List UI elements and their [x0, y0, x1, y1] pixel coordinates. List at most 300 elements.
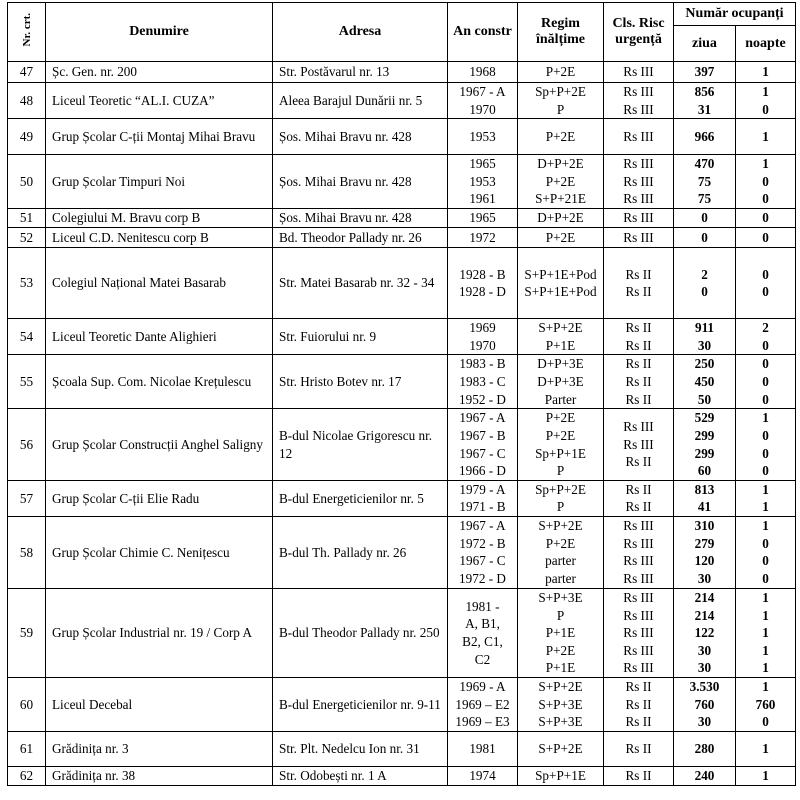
cell-denumire: Șc. Gen. nr. 200 [46, 62, 273, 83]
header-an: An constr [448, 3, 518, 62]
cell-regim-line: P+2E [545, 64, 576, 80]
cell-nr: 60 [8, 677, 46, 731]
cell-noaptea-line: 1 [762, 156, 769, 172]
cell-noaptea-line: 0 [762, 391, 769, 407]
table-header [8, 3, 796, 62]
cell-an-line: A, B1, [465, 616, 500, 632]
cell-noaptea-line: 1 [762, 679, 769, 695]
cell-an [448, 62, 518, 83]
header-denumire: Denumire [46, 3, 273, 62]
cell-noaptea [736, 480, 796, 516]
cell-regim-line: P+2E [545, 128, 576, 144]
cell-cls-line: Rs II [625, 337, 652, 353]
cell-regim-line: P+2E [545, 229, 576, 245]
cell-regim-line: Parter [544, 391, 577, 407]
cell-cls-line: Rs II [625, 499, 652, 515]
cell-adresa: Aleea Barajul Dunării nr. 5 [273, 83, 448, 119]
cell-regim [518, 62, 604, 83]
cell-regim-line: S+P+3E [538, 714, 583, 730]
cell-cls-line: Rs III [623, 625, 654, 641]
cell-cls-line: Rs III [623, 607, 654, 623]
cell-regim [518, 516, 604, 588]
cell-cls-line: Rs III [623, 229, 654, 245]
cell-adresa: B-dul Theodor Pallady nr. 250 [273, 588, 448, 677]
cell-ziua-line: 50 [697, 391, 712, 407]
cell-denumire: Grădinița nr. 38 [46, 766, 273, 785]
cell-cls-line: Rs III [623, 173, 654, 189]
cell-regim [518, 155, 604, 209]
cell-an-line: 1965 [469, 210, 496, 226]
cell-noaptea [736, 516, 796, 588]
cell-cls-line: Rs III [623, 553, 654, 569]
cell-an [448, 766, 518, 785]
cell-noaptea [736, 209, 796, 228]
cell-ziua [674, 62, 736, 83]
cell-cls-line: Rs II [625, 266, 652, 282]
table-row [8, 731, 796, 766]
cell-nr: 51 [8, 209, 46, 228]
cell-nr: 49 [8, 119, 46, 155]
cell-ziua-line: 30 [697, 714, 712, 730]
cell-an-line: 1972 [469, 229, 496, 245]
table-row [8, 62, 796, 83]
cell-noaptea-line: 0 [762, 535, 769, 551]
header-adresa: Adresa [273, 3, 448, 62]
cell-cls [604, 83, 674, 119]
cell-denumire: Grup Școlar Chimie C. Nenițescu [46, 516, 273, 588]
cell-an-line: 1981 [469, 741, 496, 757]
cell-an-line: 1983 - B [459, 356, 506, 372]
cell-ziua-line: 60 [697, 463, 712, 479]
cell-ziua-line: 280 [694, 741, 715, 757]
cell-cls-line: Rs II [625, 481, 652, 497]
cell-ziua-line: 75 [697, 191, 712, 207]
cell-an [448, 319, 518, 355]
cell-cls-line: Rs III [623, 156, 654, 172]
cell-an [448, 155, 518, 209]
cell-denumire: Colegiul Național Matei Basarab [46, 248, 273, 319]
cell-cls [604, 588, 674, 677]
cell-noaptea-line: 760 [755, 696, 776, 712]
cell-noaptea-line: 1 [762, 625, 769, 641]
cell-an-line: 1968 [469, 64, 496, 80]
cell-ziua [674, 119, 736, 155]
cell-an-line: 1983 - C [459, 374, 506, 390]
cell-cls-line: Rs II [625, 696, 652, 712]
cell-an-line: 1969 – E3 [455, 714, 510, 730]
cell-cls-line: Rs II [625, 714, 652, 730]
cell-cls [604, 119, 674, 155]
cell-regim-line: S+P+2E [538, 741, 583, 757]
cell-denumire: Grup Școlar Construcții Anghel Saligny [46, 409, 273, 480]
cell-an-line: 1928 - D [459, 284, 506, 300]
table-row [8, 766, 796, 785]
cell-adresa: B-dul Th. Pallady nr. 26 [273, 516, 448, 588]
cell-an-line: 1967 - A [459, 410, 506, 426]
cell-ziua-line: 966 [694, 128, 715, 144]
cell-denumire: Liceul C.D. Nenitescu corp B [46, 228, 273, 248]
cell-nr: 48 [8, 83, 46, 119]
cell-an-line: 1970 [469, 337, 496, 353]
cell-cls-line: Rs II [625, 454, 652, 470]
cell-regim-line: P+1E [545, 337, 576, 353]
cell-regim-line: P+2E [545, 535, 576, 551]
table-row [8, 155, 796, 209]
cell-nr: 52 [8, 228, 46, 248]
cell-denumire: Colegiului M. Bravu corp B [46, 209, 273, 228]
cell-an [448, 516, 518, 588]
cell-an-line: 1953 [469, 128, 496, 144]
cell-cls-line: Rs III [623, 419, 654, 435]
table-row [8, 319, 796, 355]
cell-an [448, 248, 518, 319]
cell-regim-line: S+P+1E+Pod [524, 266, 597, 282]
cell-regim [518, 319, 604, 355]
cell-an-line: 1966 - D [459, 463, 506, 479]
cell-nr: 58 [8, 516, 46, 588]
cell-ziua [674, 248, 736, 319]
cell-regim-line: S+P+2E [538, 320, 583, 336]
cell-nr: 54 [8, 319, 46, 355]
cell-adresa: Șos. Mihai Bravu nr. 428 [273, 209, 448, 228]
cell-noaptea-line: 1 [762, 741, 769, 757]
cell-an [448, 731, 518, 766]
cell-regim-line: S+P+21E [535, 191, 586, 207]
cell-an-line: 1979 - A [459, 481, 506, 497]
cell-ziua-line: 250 [694, 356, 715, 372]
cell-ziua-line: 120 [694, 553, 715, 569]
cell-denumire: Grup Școlar C-ții Elie Radu [46, 480, 273, 516]
cell-noaptea-line: 2 [762, 320, 769, 336]
cell-an-line: 1967 - A [459, 84, 506, 99]
cell-noaptea-line: 0 [762, 191, 769, 207]
cell-cls-line: Rs III [623, 101, 654, 117]
cell-cls-line: Rs II [625, 320, 652, 336]
cell-ziua-line: 470 [694, 156, 715, 172]
cell-cls [604, 731, 674, 766]
table-row [8, 677, 796, 731]
cell-regim-line: S+P+2E [538, 679, 583, 695]
cell-adresa: Str. Matei Basarab nr. 32 - 34 [273, 248, 448, 319]
cell-regim-line: S+P+1E+Pod [524, 284, 597, 300]
cell-an-line: C2 [474, 651, 491, 667]
occupancy-table [7, 2, 796, 786]
cell-regim [518, 228, 604, 248]
cell-adresa: Str. Plt. Nedelcu Ion nr. 31 [273, 731, 448, 766]
cell-regim-line: P+2E [545, 427, 576, 443]
cell-cls [604, 677, 674, 731]
cell-noaptea [736, 319, 796, 355]
cell-ziua-line: 240 [694, 768, 715, 784]
header-regim: Regim înălțime [518, 3, 604, 62]
cell-an-line: 1972 - D [459, 571, 506, 587]
cell-regim-line: S+P+2E [538, 518, 583, 534]
cell-noaptea-line: 1 [762, 642, 769, 658]
cell-adresa: Str. Fuiorului nr. 9 [273, 319, 448, 355]
cell-an-line: 1953 [469, 173, 496, 189]
cell-cls [604, 248, 674, 319]
table-row [8, 83, 796, 119]
cell-adresa: Str. Odobești nr. 1 A [273, 766, 448, 785]
cell-nr: 55 [8, 355, 46, 409]
cell-ziua-line: 0 [701, 210, 708, 226]
cell-ziua-line: 0 [701, 229, 708, 245]
cell-cls-line: Rs III [623, 84, 654, 99]
cell-noaptea [736, 155, 796, 209]
cell-noaptea-line: 0 [762, 445, 769, 461]
cell-ziua-line: 2 [701, 266, 708, 282]
cell-an-line: 1928 - B [459, 266, 506, 282]
cell-regim [518, 83, 604, 119]
cell-ziua-line: 299 [694, 427, 715, 443]
cell-an-line: 1967 - A [459, 518, 506, 534]
cell-noaptea-line: 0 [762, 356, 769, 372]
cell-noaptea-line: 1 [762, 64, 769, 80]
table-row [8, 228, 796, 248]
table-row [8, 409, 796, 480]
table-body [8, 62, 796, 786]
cell-noaptea-line: 1 [762, 768, 769, 784]
cell-noaptea [736, 248, 796, 319]
cell-noaptea [736, 731, 796, 766]
cell-ziua-line: 911 [694, 320, 715, 336]
cell-nr: 47 [8, 62, 46, 83]
cell-regim [518, 209, 604, 228]
cell-an-line: 1970 [469, 101, 496, 117]
cell-noaptea-line: 0 [762, 571, 769, 587]
cell-regim-line: D+P+3E [537, 374, 584, 390]
cell-nr: 61 [8, 731, 46, 766]
cell-cls-line: Rs III [623, 589, 654, 605]
cell-denumire: Grup Școlar Industrial nr. 19 / Corp A [46, 588, 273, 677]
cell-noaptea [736, 409, 796, 480]
cell-adresa: Str. Hristo Botev nr. 17 [273, 355, 448, 409]
cell-cls [604, 228, 674, 248]
cell-cls-line: Rs III [623, 128, 654, 144]
cell-cls-line: Rs III [623, 191, 654, 207]
cell-ziua-line: 30 [697, 337, 712, 353]
cell-ziua [674, 516, 736, 588]
cell-nr: 50 [8, 155, 46, 209]
cell-noaptea [736, 355, 796, 409]
cell-nr: 62 [8, 766, 46, 785]
cell-ziua [674, 677, 736, 731]
cell-cls-line: Rs III [623, 571, 654, 587]
cell-noaptea-line: 0 [762, 284, 769, 300]
cell-cls-line: Rs III [623, 210, 654, 226]
cell-regim-line: P+2E [545, 642, 576, 658]
table-row [8, 209, 796, 228]
cell-denumire: Liceul Decebal [46, 677, 273, 731]
cell-ziua-line: 214 [694, 607, 715, 623]
cell-ziua [674, 228, 736, 248]
cell-adresa: Str. Postăvarul nr. 13 [273, 62, 448, 83]
cell-noaptea [736, 228, 796, 248]
cell-cls-line: Rs II [625, 374, 652, 390]
cell-cls-line: Rs III [623, 535, 654, 551]
table-row [8, 355, 796, 409]
cell-noaptea-line: 1 [762, 84, 769, 99]
cell-regim-line: P+1E [545, 660, 576, 676]
cell-ziua-line: 529 [694, 410, 715, 426]
cell-adresa: Bd. Theodor Pallady nr. 26 [273, 228, 448, 248]
cell-noaptea [736, 62, 796, 83]
cell-noaptea-line: 1 [762, 589, 769, 605]
cell-regim [518, 248, 604, 319]
cell-adresa: B-dul Nicolae Grigorescu nr. 12 [273, 409, 448, 480]
cell-noaptea-line: 0 [762, 173, 769, 189]
cell-an-line: 1967 - B [459, 427, 506, 443]
cell-an-line: 1981 - [465, 598, 500, 614]
cell-ziua [674, 355, 736, 409]
cell-regim-line: Sp+P+1E [535, 768, 586, 784]
cell-regim-line: parter [545, 553, 576, 569]
cell-adresa: B-dul Energeticienilor nr. 5 [273, 480, 448, 516]
cell-cls-line: Rs II [625, 768, 652, 784]
cell-noaptea-line: 1 [762, 607, 769, 623]
cell-noaptea-line: 1 [762, 128, 769, 144]
cell-ziua [674, 83, 736, 119]
cell-cls [604, 480, 674, 516]
header-cls: Cls. Risc urgență [604, 3, 674, 62]
cell-ziua-line: 30 [697, 660, 712, 676]
cell-ziua-line: 310 [694, 518, 715, 534]
cell-an [448, 83, 518, 119]
cell-regim [518, 409, 604, 480]
cell-regim [518, 766, 604, 785]
cell-an-line: 1969 [469, 320, 496, 336]
cell-ziua [674, 209, 736, 228]
cell-noaptea-line: 0 [762, 374, 769, 390]
cell-an-line: 1971 - B [459, 499, 506, 515]
cell-an-line: 1969 – E2 [455, 696, 510, 712]
cell-cls [604, 516, 674, 588]
cell-noaptea-line: 0 [762, 553, 769, 569]
cell-cls [604, 155, 674, 209]
cell-cls-line: Rs II [625, 391, 652, 407]
cell-ziua [674, 409, 736, 480]
cell-ziua [674, 155, 736, 209]
cell-regim-line: P [556, 101, 565, 117]
table-row [8, 588, 796, 677]
cell-ziua-line: 0 [701, 284, 708, 300]
cell-ziua-line: 41 [697, 499, 712, 515]
cell-cls-line: Rs III [623, 64, 654, 80]
cell-ziua-line: 31 [697, 101, 712, 117]
cell-an-line: 1974 [469, 768, 496, 784]
cell-regim-line: D+P+2E [537, 210, 584, 226]
cell-ziua-line: 397 [694, 64, 715, 80]
cell-ziua [674, 766, 736, 785]
cell-nr: 57 [8, 480, 46, 516]
cell-denumire: Liceul Teoretic Dante Alighieri [46, 319, 273, 355]
cell-cls-line: Rs II [625, 679, 652, 695]
cell-regim-line: Sp+P+2E [535, 84, 586, 99]
cell-an-line: 1972 - B [459, 535, 506, 551]
cell-nr: 56 [8, 409, 46, 480]
cell-an [448, 119, 518, 155]
cell-denumire: Grădinița nr. 3 [46, 731, 273, 766]
cell-cls-line: Rs II [625, 356, 652, 372]
cell-ziua-line: 856 [694, 84, 715, 99]
cell-regim-line: Sp+P+2E [535, 481, 586, 497]
cell-regim-line: S+P+3E [538, 696, 583, 712]
table-row [8, 119, 796, 155]
cell-noaptea [736, 588, 796, 677]
cell-an [448, 209, 518, 228]
cell-noaptea-line: 0 [762, 463, 769, 479]
cell-cls [604, 355, 674, 409]
cell-denumire: Grup Școlar Timpuri Noi [46, 155, 273, 209]
cell-ziua [674, 731, 736, 766]
cell-cls [604, 62, 674, 83]
header-nr: Nr. crt. [8, 3, 46, 62]
cell-regim-line: S+P+3E [538, 589, 583, 605]
cell-ziua-line: 813 [694, 481, 715, 497]
cell-noaptea-line: 1 [762, 518, 769, 534]
cell-regim-line: P [556, 607, 565, 623]
cell-regim-line: Sp+P+1E [535, 445, 586, 461]
cell-ziua-line: 760 [694, 696, 715, 712]
cell-ziua-line: 75 [697, 173, 712, 189]
cell-cls [604, 319, 674, 355]
cell-noaptea [736, 677, 796, 731]
cell-an-line: 1965 [469, 156, 496, 172]
cell-cls-line: Rs II [625, 741, 652, 757]
cell-an [448, 228, 518, 248]
cell-regim [518, 731, 604, 766]
cell-noaptea [736, 766, 796, 785]
cell-an [448, 409, 518, 480]
cell-ziua-line: 122 [694, 625, 715, 641]
cell-ziua-line: 30 [697, 642, 712, 658]
cell-regim [518, 677, 604, 731]
cell-noaptea-line: 0 [762, 101, 769, 117]
cell-regim-line: P+2E [545, 173, 576, 189]
cell-regim [518, 119, 604, 155]
table-row [8, 516, 796, 588]
cell-regim-line: P+2E [545, 410, 576, 426]
cell-cls-line: Rs III [623, 660, 654, 676]
cell-ziua-line: 279 [694, 535, 715, 551]
cell-ziua-line: 3.530 [689, 679, 720, 695]
cell-noaptea [736, 119, 796, 155]
cell-regim [518, 480, 604, 516]
cell-noaptea-line: 1 [762, 499, 769, 515]
cell-noaptea-line: 0 [762, 714, 769, 730]
cell-noaptea-line: 0 [762, 337, 769, 353]
cell-an-line: B2, C1, [462, 633, 503, 649]
cell-noaptea [736, 83, 796, 119]
table-row [8, 480, 796, 516]
cell-regim [518, 588, 604, 677]
cell-an-line: 1967 - C [459, 445, 506, 461]
cell-regim-line: parter [545, 571, 576, 587]
cell-regim-line: D+P+3E [537, 356, 584, 372]
cell-noaptea-line: 0 [762, 229, 769, 245]
cell-cls-line: Rs III [623, 642, 654, 658]
cell-ziua [674, 480, 736, 516]
cell-an-line: 1967 - C [459, 553, 506, 569]
cell-regim [518, 355, 604, 409]
cell-noaptea-line: 0 [762, 427, 769, 443]
cell-regim-line: P [556, 499, 565, 515]
cell-an [448, 588, 518, 677]
cell-noaptea-line: 1 [762, 410, 769, 426]
cell-regim-line: P+1E [545, 625, 576, 641]
cell-noaptea-line: 1 [762, 660, 769, 676]
cell-regim-line: P [556, 463, 565, 479]
